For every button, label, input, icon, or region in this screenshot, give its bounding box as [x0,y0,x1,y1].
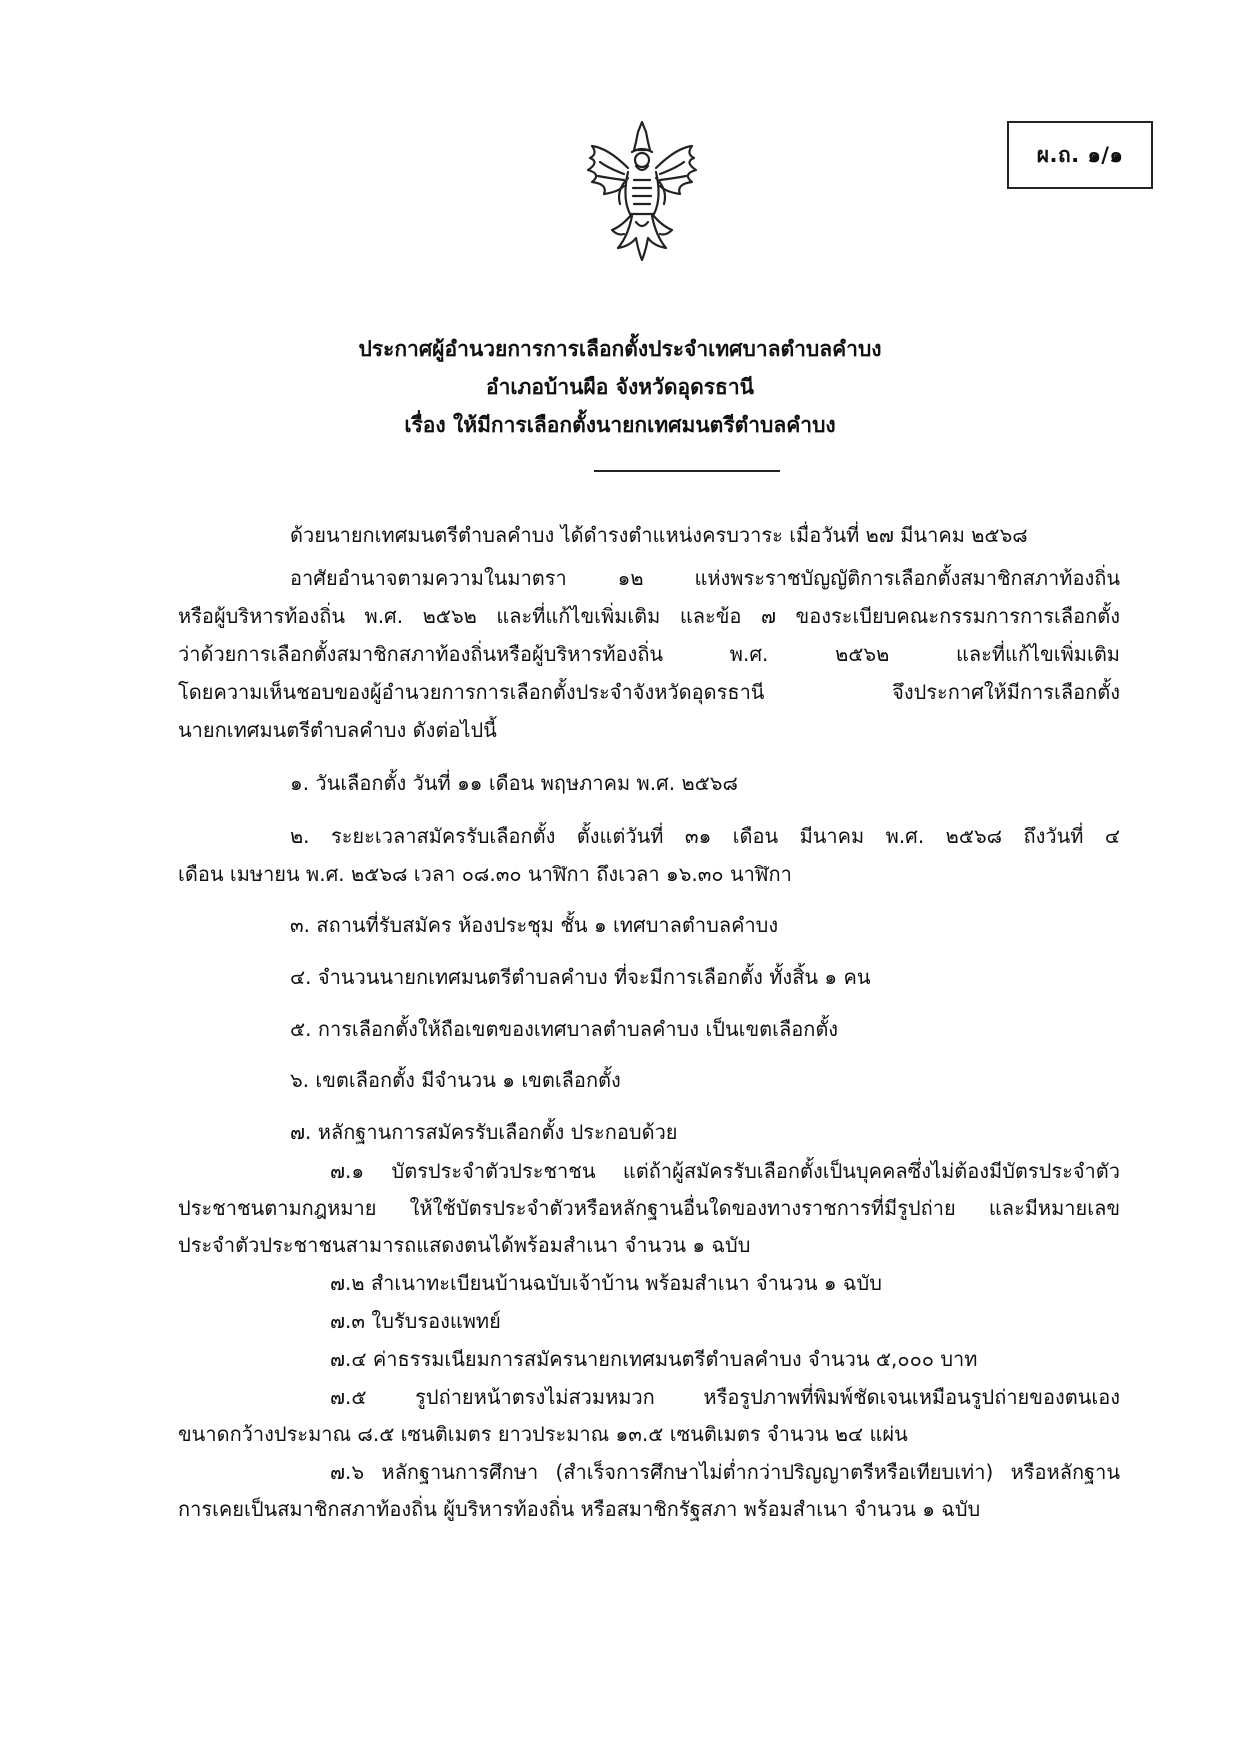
authority-line-3: ว่าด้วยการเลือกตั้งสมาชิกสภาท้องถิ่นหรือผู้บริหารท้องถิ่น พ.ศ. ๒๕๖๒ และที่แก้ไขเพิ่มเติม [178,642,1120,666]
item-2-line-2: เดือน เมษายน พ.ศ. ๒๕๖๘ เวลา ๐๘.๓๐ นาฬิกา ถึงเวลา ๑๖.๓๐ นาฬิกา [178,862,792,886]
form-code-box: ผ.ถ. ๑/๑ [1007,121,1153,189]
sub-item-7-5-line-2: ขนาดกว้างประมาณ ๘.๕ เซนติเมตร ยาวประมาณ ๑๓.๕ เซนติเมตร จำนวน ๒๔ แผ่น [178,1422,908,1446]
sub-item-7-5-line-1: ๗.๕ รูปถ่ายหน้าตรงไม่สวมหมวก หรือรูปภาพที่พิมพ์ชัดเจนเหมือนรูปถ่ายของตนเอง [330,1385,1120,1409]
intro-paragraph: ด้วยนายกเทศมนตรีตำบลคำบง ได้ดำรงตำแหน่งครบวาระ เมื่อวันที่ ๒๗ มีนาคม ๒๕๖๘ [290,523,1028,547]
sub-item-7-6-line-1: ๗.๖ หลักฐานการศึกษา (สำเร็จการศึกษาไม่ต่ำกว่าปริญญาตรีหรือเทียบเท่า) หรือหลักฐาน [330,1460,1120,1484]
item-4: ๔. จำนวนนายกเทศมนตรีตำบลคำบง ที่จะมีการเลือกตั้ง ทั้งสิ้น ๑ คน [290,965,871,989]
sub-item-7-3: ๗.๓ ใบรับรองแพทย์ [330,1309,501,1333]
authority-line-5: นายกเทศมนตรีตำบลคำบง ดังต่อไปนี้ [178,718,497,742]
title-line-3: เรื่อง ให้มีการเลือกตั้งนายกเทศมนตรีตำบลคำบง [404,413,836,437]
title-line-2: อำเภอบ้านผือ จังหวัดอุดรธานี [485,375,755,399]
garuda-emblem-icon [578,118,706,266]
authority-line-4: โดยความเห็นชอบของผู้อำนวยการการเลือกตั้งประจำจังหวัดอุดรธานี จึงประกาศให้มีการเลือกตั้ง [178,680,1120,704]
announcement-title [0,330,1240,444]
sub-item-7-1-line-3: ประจำตัวประชาชนสามารถแสดงตนได้พร้อมสำเนา จำนวน ๑ ฉบับ [178,1233,751,1257]
authority-line-1: อาศัยอำนาจตามความในมาตรา ๑๒ แห่งพระราชบัญญัติการเลือกตั้งสมาชิกสภาท้องถิ่น [290,566,1120,590]
item-6: ๖. เขตเลือกตั้ง มีจำนวน ๑ เขตเลือกตั้ง [290,1068,621,1092]
authority-line-2: หรือผู้บริหารท้องถิ่น พ.ศ. ๒๕๖๒ และที่แก้ไขเพิ่มเติม และข้อ ๗ ของระเบียบคณะกรรมการการเลือกตั้ง [178,604,1120,628]
item-1: ๑. วันเลือกตั้ง วันที่ ๑๑ เดือน พฤษภาคม พ.ศ. ๒๕๖๘ [290,771,738,795]
sub-item-7-2: ๗.๒ สำเนาทะเบียนบ้านฉบับเจ้าบ้าน พร้อมสำเนา จำนวน ๑ ฉบับ [330,1271,882,1295]
sub-item-7-1-line-2: ประชาชนตามกฎหมาย ให้ใช้บัตรประจำตัวหรือหลักฐานอื่นใดของทางราชการที่มีรูปถ่าย และมีหมายเลข [178,1196,1120,1220]
item-5: ๕. การเลือกตั้งให้ถือเขตของเทศบาลตำบลคำบง เป็นเขตเลือกตั้ง [290,1017,839,1041]
item-2-line-1: ๒. ระยะเวลาสมัครรับเลือกตั้ง ตั้งแต่วันที่ ๓๑ เดือน มีนาคม พ.ศ. ๒๕๖๘ ถึงวันที่ ๔ [290,824,1120,848]
title-divider [594,470,780,472]
sub-item-7-6-line-2: การเคยเป็นสมาชิกสภาท้องถิ่น ผู้บริหารท้องถิ่น หรือสมาชิกรัฐสภา พร้อมสำเนา จำนวน ๑ ฉบับ [178,1497,981,1521]
title-line-1: ประกาศผู้อำนวยการการเลือกตั้งประจำเทศบาลตำบลคำบง [358,337,882,361]
sub-item-7-4: ๗.๔ ค่าธรรมเนียมการสมัครนายกเทศมนตรีตำบลคำบง จำนวน ๕,๐๐๐ บาท [330,1347,978,1371]
sub-item-7-1-line-1: ๗.๑ บัตรประจำตัวประชาชน แต่ถ้าผู้สมัครรับเลือกตั้งเป็นบุคคลซึ่งไม่ต้องมีบัตรประจำตัว [330,1159,1120,1183]
item-7: ๗. หลักฐานการสมัครรับเลือกตั้ง ประกอบด้วย [290,1120,678,1144]
item-3: ๓. สถานที่รับสมัคร ห้องประชุม ชั้น ๑ เทศบาลตำบลคำบง [290,913,779,937]
